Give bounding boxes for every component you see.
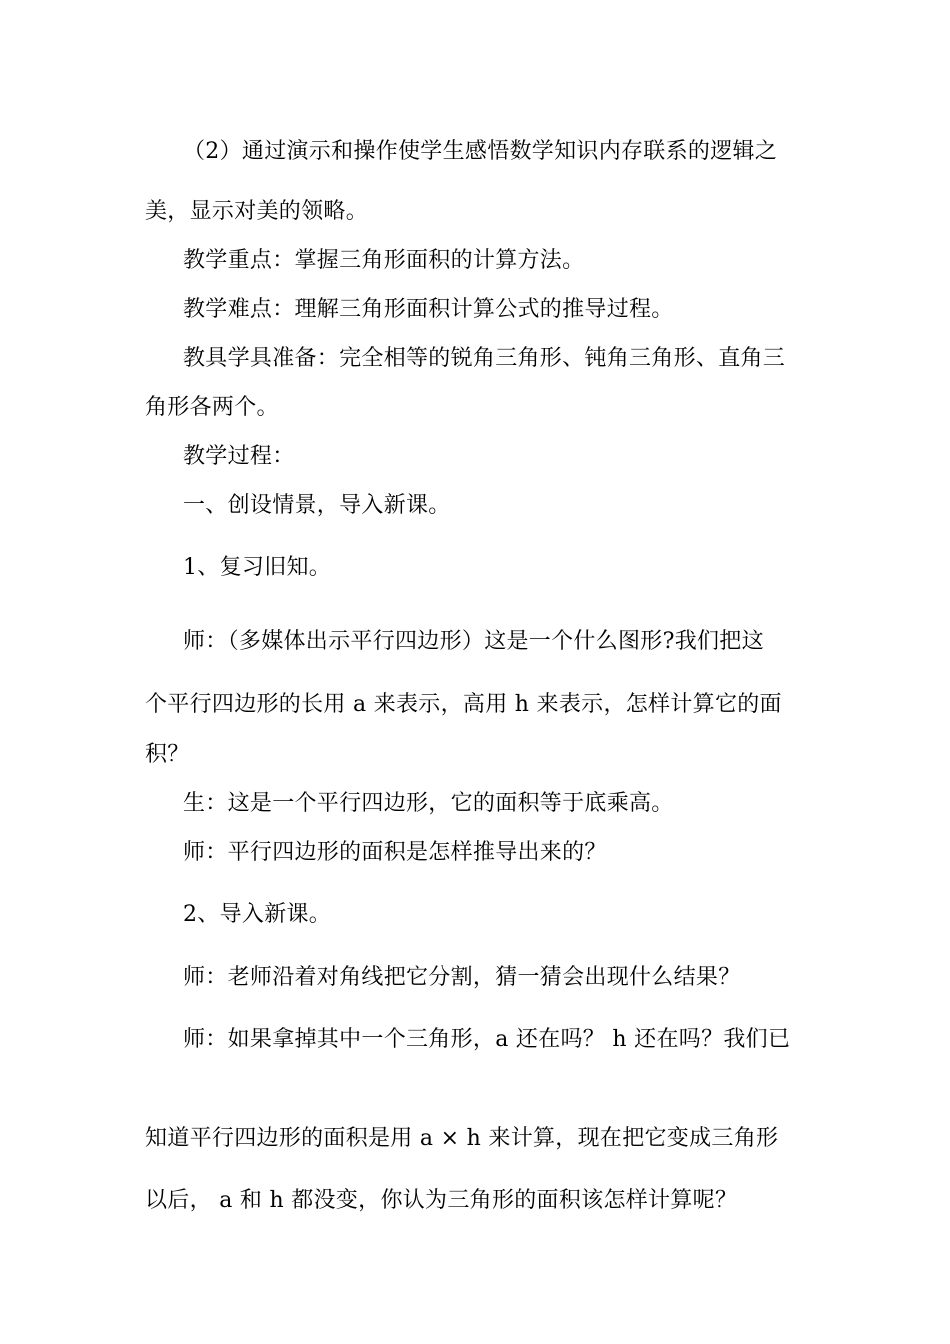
teaching-tools-line-2: 角形各两个。 — [145, 395, 279, 420]
teacher-prompt-remove-line-2: 知道平行四边形的面积是用 a × h 来计算，现在把它变成三角形 — [145, 1126, 779, 1151]
teaching-focus: 教学重点：掌握三角形面积的计算方法。 — [183, 248, 585, 273]
teacher-prompt-remove-line-3: 以后， a 和 h 都没变，你认为三角形的面积该怎样计算呢？ — [145, 1188, 738, 1213]
teaching-tools-line-1: 教具学具准备：完全相等的锐角三角形、钝角三角形、直角三 — [183, 346, 786, 371]
teacher-question-line-1: 师：（多媒体出示平行四边形）这是一个什么图形?我们把这 — [183, 629, 764, 654]
paragraph-objective-2-line-2: 美，显示对美的领略。 — [145, 199, 369, 224]
student-answer: 生：这是一个平行四边形，它的面积等于底乘高。 — [183, 791, 674, 816]
section-heading-1: 一、创设情景，导入新课。 — [183, 493, 451, 518]
paragraph-objective-2-line-1: （2）通过演示和操作使学生感悟数学知识内存联系的逻辑之 — [183, 139, 778, 164]
teacher-prompt-remove-line-1: 师：如果拿掉其中一个三角形，a 还在吗？ h 还在吗？我们已 — [183, 1027, 791, 1052]
teacher-prompt-diagonal: 师：老师沿着对角线把它分割，猜一猜会出现什么结果？ — [183, 965, 741, 990]
subsection-review: 1、复习旧知。 — [183, 555, 332, 580]
teaching-difficulty: 教学难点：理解三角形面积计算公式的推导过程。 — [183, 297, 674, 322]
teaching-process-heading: 教学过程： — [183, 444, 295, 469]
teacher-question-derivation: 师：平行四边形的面积是怎样推导出来的？ — [183, 840, 607, 865]
teacher-question-line-3: 积？ — [145, 742, 190, 767]
subsection-introduce: 2、导入新课。 — [183, 902, 332, 927]
teacher-question-line-2: 个平行四边形的长用 a 来表示，高用 h 来表示，怎样计算它的面 — [145, 692, 782, 717]
